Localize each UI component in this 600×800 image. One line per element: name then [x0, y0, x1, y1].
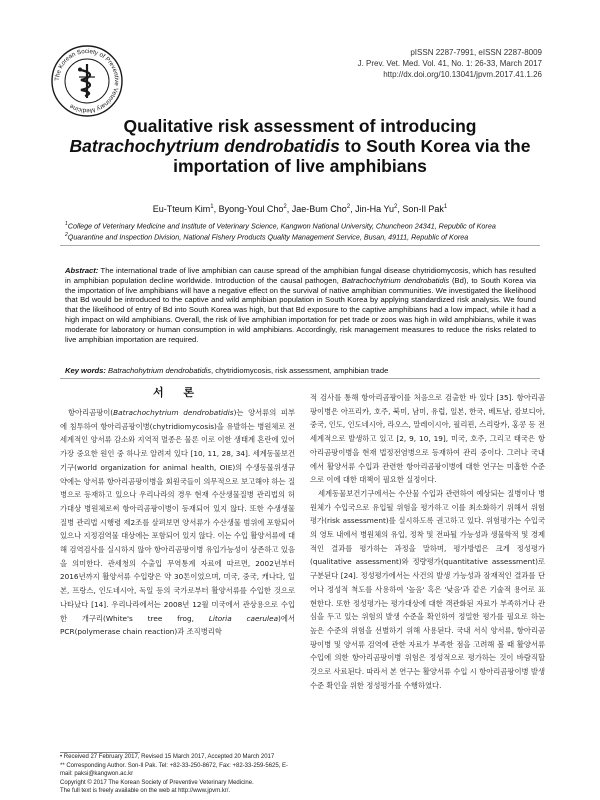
paper-title: [60, 116, 540, 176]
author: Son-Il Pak$^1$: [402, 204, 448, 214]
title-part2: to South Korea via the importation of live amphibians: [173, 136, 531, 176]
copyright: Copyright © 2017 The Korean Society of Preventive Veterinary Medicine.: [60, 779, 254, 786]
author: Jae-Bum Cho$^2$,: [291, 204, 356, 214]
abstract-label: Abstract:: [65, 266, 99, 275]
affiliation-1: $^1$College of Veterinary Medicine and Institute of Veterinary Science, Kangwon National University, Chuncheon 24341, Republic of Korea: [65, 221, 496, 231]
issn-line: pISSN 2287-7991, eISSN 2287-8009: [410, 48, 542, 57]
keywords: Key words: Batrachohytrium dendrobatidis, chytridiomycosis, risk assessment, amphibian trade: [65, 366, 389, 375]
author-list: [60, 201, 540, 215]
divider-mid: [60, 378, 540, 379]
license-note: The full text is freely available on the web at http://www.jpvm.kr/.: [60, 788, 231, 795]
intro-paragraph-2: 세계동물보건기구에서는 수산물 수입과 관련하여 예상되는 질병이나 병원체가 수입국으로 유입될 위험을 평가하고 이를 최소화하기 위해서 위험평가(risk assessment)를 실시하도록 권고하고 있다. 위험평가는 수입국의 영토 내에서 병원체의 유입, 정착 및 전파될 가능성과 생물학적 및 경제적인 결과를 평가하는 과정을 말하며, 평가방법은 크게 정성평가(qualitative assessment)와 정량평가(quantitative assessment)로 구분된다 [24]. 정성평가에서는 사건의 발생 가능성과 잠재적인 결과를 단어나 정성적 척도를 사용하여 '높음' 혹은 '낮음'과 같은 기술적 용어로 표현한다. 또한 정성평가는 평가대상에 대한 객관화된 자료가 부족하거나 관심을 두고 있는 위험의 발생 수준을 확인하여 정밀한 평가를 필요로 하는 높은 수준의 위험을 선별하기 위해 사용된다. 국내 서식 양서류, 항아리곰팡이병 및 양서류 검역에 관한 자료가 부족한 점을 고려해 볼 때 활양서류 수입에 의한 항아리곰팡이병 위험은 정성적으로 평가하는 것이 바람직할 것으로 사료된다. 따라서 본 연구는 활양서류 수입 시 항아리곰팡이병 발생 수준 확인을 위한 정성평가를 수행하였다.: [310, 488, 545, 690]
author: Byong-Youl Cho$^2$,: [218, 204, 292, 214]
affiliation-2: $^2$Quarantine and Inspection Division, National Fishery Products Quality Management Service, Busan, 49111, Republic of Korea: [65, 231, 469, 242]
title-part1: Qualitative risk assessment of introducing: [123, 116, 477, 136]
journal-meta: [358, 47, 542, 80]
society-seal-logo: [50, 44, 124, 118]
affiliations: [65, 220, 545, 242]
doi-link[interactable]: http://dx.doi.org/10.13041/jpvm.2017.41.1.26: [383, 70, 542, 79]
citation-line: J. Prev. Vet. Med. Vol. 41, No. 1: 26-33, March 2017: [357, 59, 542, 68]
intro-paragraph-cont: 적 검사를 통해 항아리곰팡이를 처음으로 검출한 바 있다 [35]. 항아리곰팡이병은 아프리카, 호주, 북미, 남미, 유럽, 일본, 한국, 베트남, 캄보디아, 중국, 인도, 인도네시아, 라오스, 말레이시아, 필리핀, 스리랑카, 홍콩 등 전 세계적으로 발생하고 있고 [2, 9, 10, 19], 미국, 호주, 그리고 태국은 항아리곰팡이병을 현재 법정전염병으로 등재하여 관리 중이다. 그러나 국내에서 활양서류 수입과 관련한 항아리곰팡이병에 대한 연구는 미흡한 수준으로 이에 대한 대책이 필요한 실정이다.: [310, 393, 545, 485]
author: Jin-Ha Yu$^2$,: [355, 204, 403, 214]
received-dates: • Received 27 February 2017, Revised 15 March 2017, Accepted 20 March 2017: [60, 754, 275, 760]
corresponding-author: ** Corresponding Author. Son-Il Pak. Tel: +82-33-250-8672, Fax: +82-33-259-5625, E-mail: paksi@kangwon.ac.kr: [60, 762, 289, 778]
footnotes: [60, 753, 300, 796]
intro-paragraph-1: 항아리곰팡이(Batrachochytrium dendrobatidis)는 양서류의 피부에 침투하여 항아리곰팡이병(chytridiomycosis)을 유발하는 병원체로 전 세계적인 양서류 감소와 지역적 멸종은 물론 이로 이한 생태계 혼란에 있어 가장 중요한 원인 중 하나로 알려져 있다 [10, 11, 28, 34]. 세계동물보건기구(world organization for animal health, OIE)의 수생동물위생규약에는 양서류 항아리곰팡이병을 회원국들이 의무적으로 보고해야 하는 질병으로 등재하고 있으나 우리나라의 경우 현재 수산생물질병 관리법의 허가대상 병원체로써 항아리곰팡이병이 등재되어 있지 않다. 또한 수생생물질병 관리법 시행령 제2조를 살펴보면 양서류가 수산생물 범위에 포함되어 있으나 지정검역물 대상에는 포함되어 있지 않다. 이는 수입 활양서류에 대해 검역검사를 실시하지 않아 항아리곰팡이병 유입가능성이 상존하고 있음을 의미한다. 관세청의 수출입 무역통계 자료에 따르면, 2002년부터 2016년까지 활양서류 수입량은 약 30톤이었으며, 미국, 중국, 캐나다, 일본, 프랑스, 인도네시아, 독일 등의 국가로부터 활양서류를 수입한 것으로 나타났다 [14]. 우리나라에서는 2008년 12월 미국에서 관상용으로 수입한 개구리(White's tree frog, Litoria caerulea)에서 PCR(polymerase chain reaction)과 조직병리학: [60, 408, 295, 637]
body-column-right: [310, 391, 545, 791]
keywords-label: Key words:: [65, 366, 106, 375]
body-column-left: [60, 406, 295, 754]
abstract: Abstract: The international trade of live amphibian can cause spread of the amphibian fungal disease chytridiomycosis, which has resulted in amphibian population decline worldwide. Introduction of the causal pathogen, Batrachochytrium dendrobatidis (Bd), to South Korea via the importation of live amphibians will have a negative effect on the survival of native amphibian communities. We investigated the likelihood that Bd would be introduced to the captive and wild amphibian population in South Korea by applying standardized risk analysis. We found that the likelihood of entry of Bd into South Korea was high, but that Bd exposure to the captive amphibians had a low impact, while it had a high impact on wild amphibians. Overall, the risk of live amphibian importation for pet trade or zoos was high in wild amphibians, while it was moderate for laboratory or human consumption in wild amphibians. Accordingly, risk management measures to reduce the risks related to live amphibian importation are required.: [65, 266, 536, 344]
seal-ring-text: The Korean Society of Preventive Veterinary Medicine: [53, 47, 121, 115]
divider-top: [60, 245, 540, 246]
section-heading-introduction: 서 론: [152, 386, 203, 399]
title-italic: Batrachochytrium dendrobatidis: [69, 136, 340, 156]
author: Eu-Tteum Kim$^1$,: [152, 204, 219, 214]
